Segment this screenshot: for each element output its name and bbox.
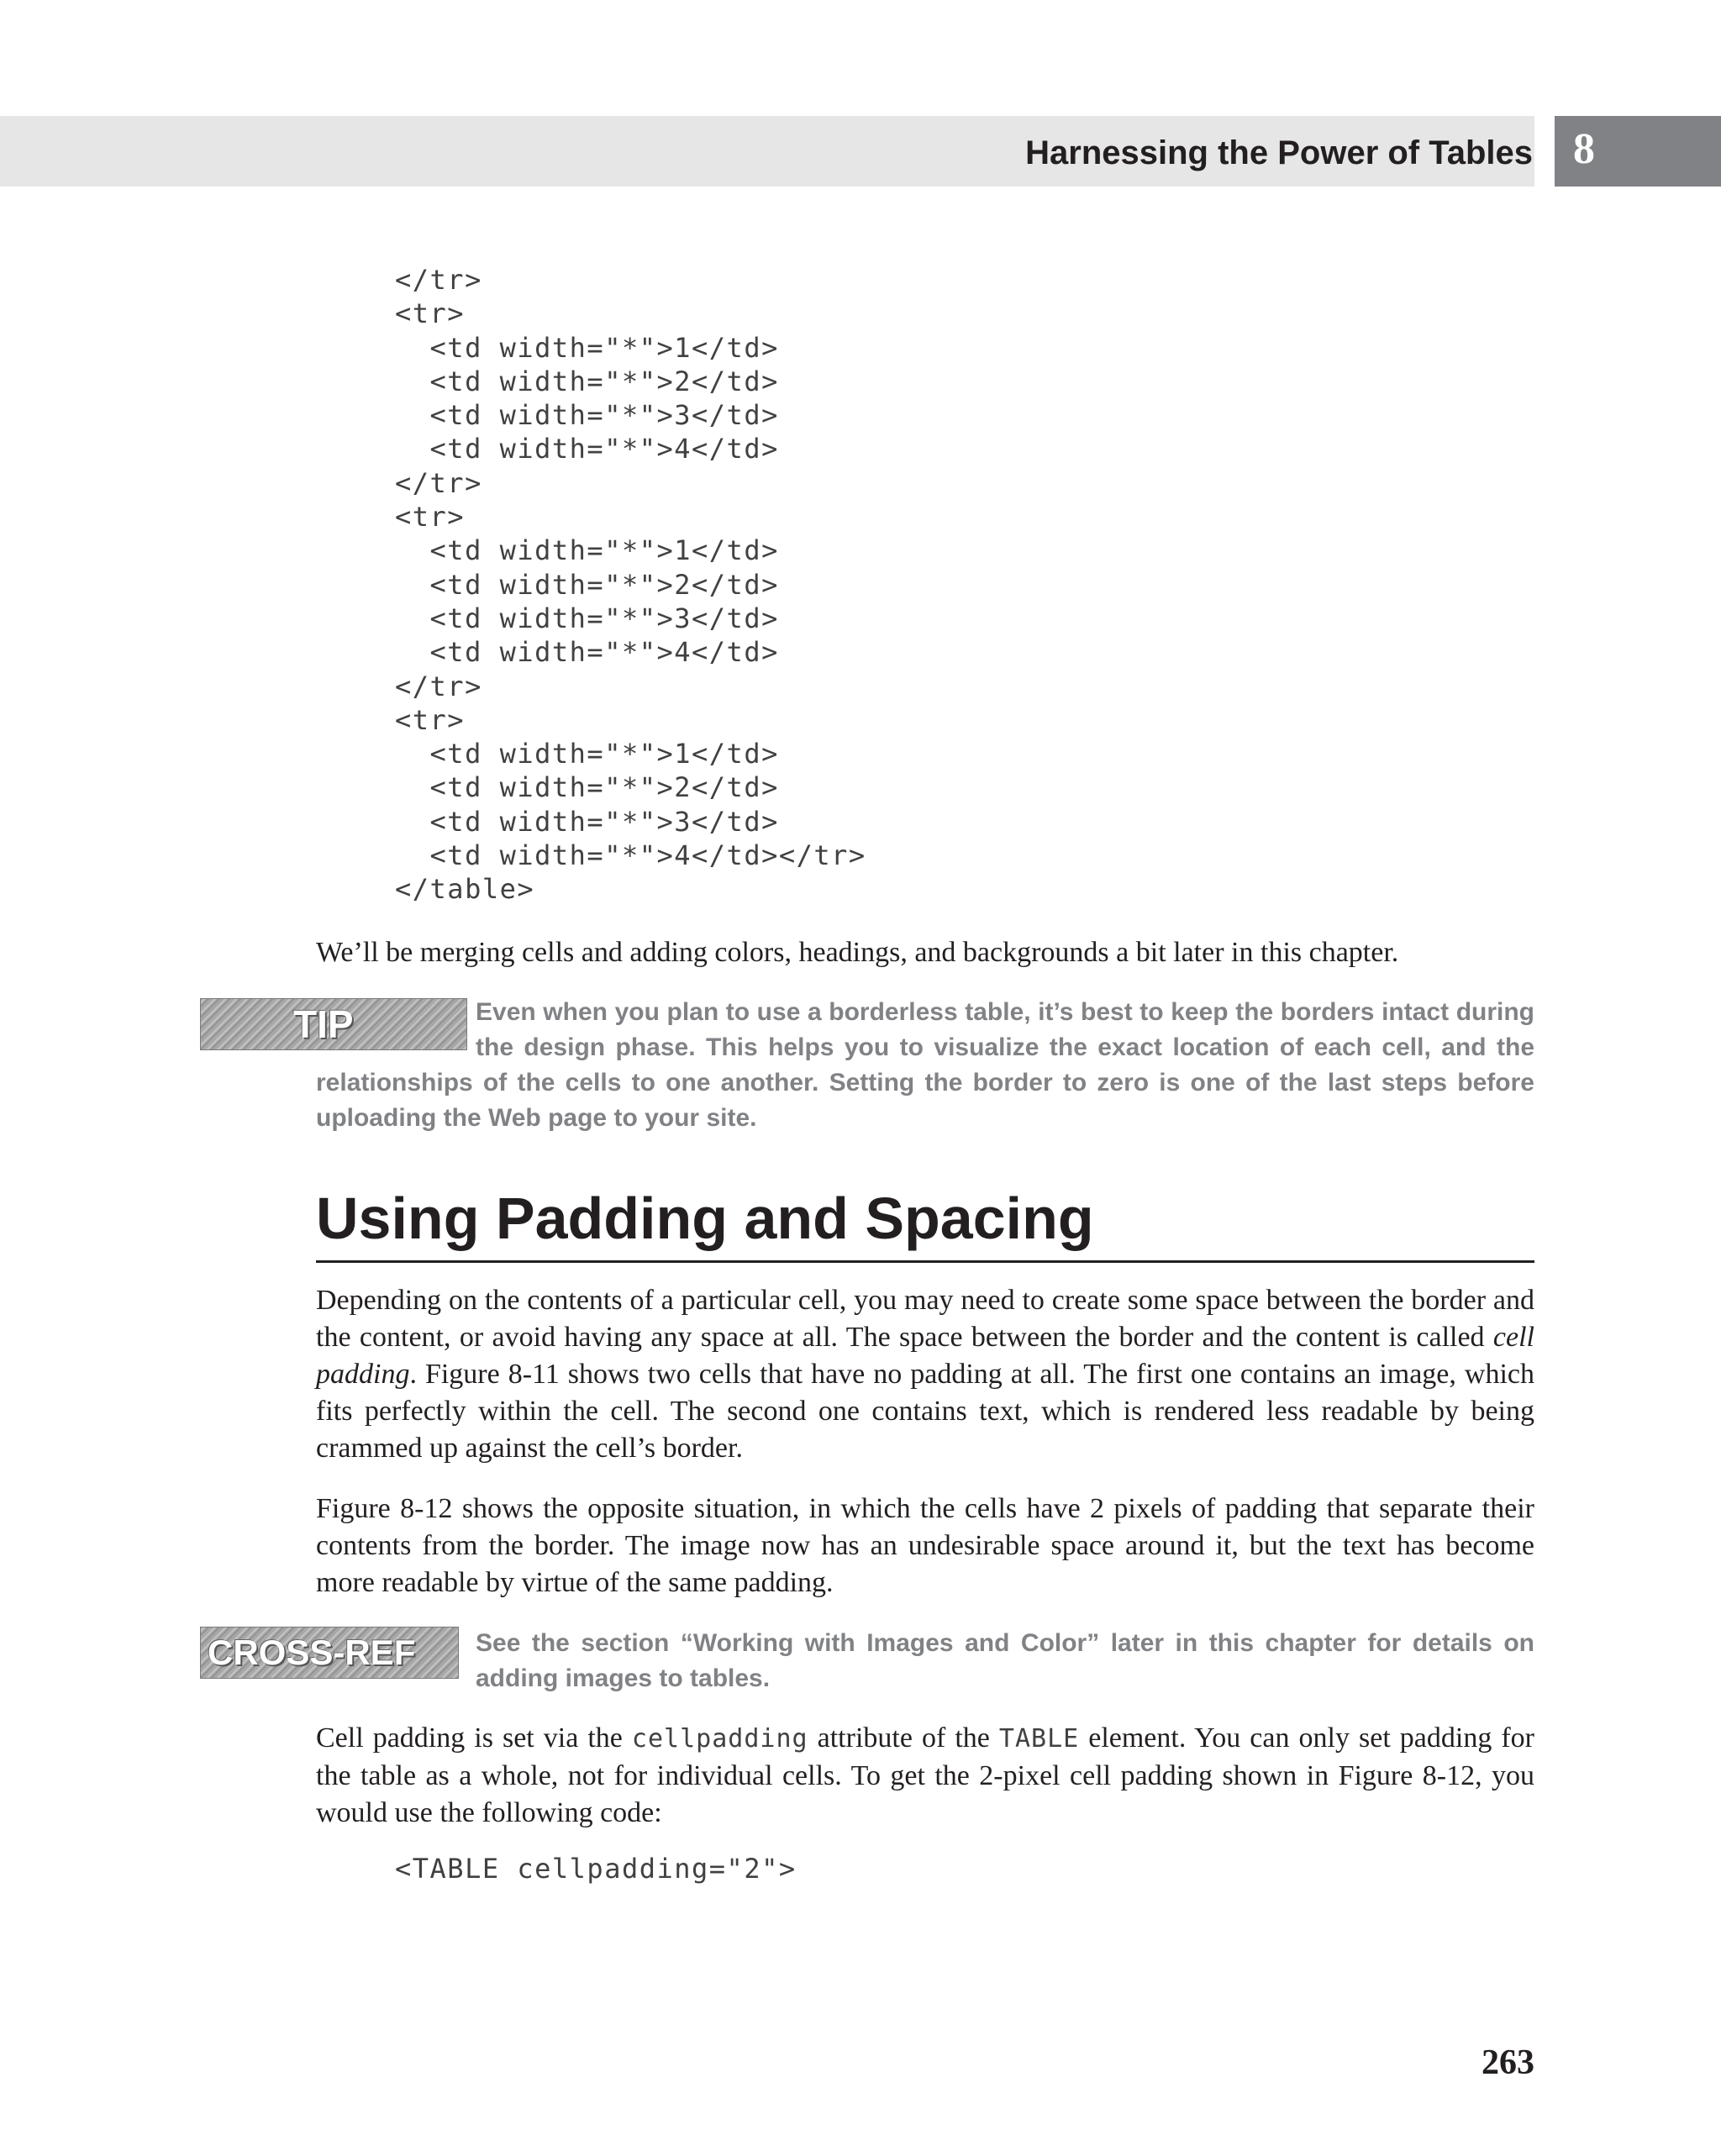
paragraph-3-part-3: element. You can only set padding for the table as a whole, not for individual cells. To get the 2-pixel cell padding shown in Figure 8-12, you would use the following code: bbox=[316, 1722, 1535, 1828]
code-cellpadding: cellpadding bbox=[631, 1724, 808, 1754]
tip-indent-spacer bbox=[316, 995, 476, 1062]
paragraph-figure-8-12: Figure 8-12 shows the opposite situation, in which the cells have 2 pixels of padding that separate their contents from the border. The image now has an undesirable space around it, but the text has become more readable by virtue of the same padding. bbox=[316, 1493, 1534, 1598]
cross-ref-indent-spacer bbox=[316, 1626, 476, 1693]
paragraph-merging-note: We’ll be merging cells and adding colors, headings, and backgrounds a bit later in this chapter. bbox=[316, 937, 1399, 968]
section-heading: Using Padding and Spacing bbox=[316, 1186, 1094, 1251]
paragraph-1-part-1: Depending on the contents of a particular cell, you may need to create some space between the border and the content, or avoid having any space at all. The space between the border and the content is called bbox=[316, 1285, 1534, 1353]
cross-ref-label-text: CROSS-REF bbox=[208, 1633, 416, 1672]
chapter-number: 8 bbox=[1573, 125, 1595, 173]
running-header-title: Harnessing the Power of Tables bbox=[1025, 134, 1533, 171]
tip-text: Even when you plan to use a borderless table, it’s best to keep the borders intact during the design phase. This helps you to visualize the exact location of each cell, and the relationships of the cells to one another. Setting the border to zero is one of the last steps before uploading the Web page to your site. bbox=[316, 998, 1534, 1132]
page-number: 263 bbox=[1482, 2043, 1534, 2082]
paragraph-1-part-2: . Figure 8-11 shows two cells that have no padding at all. The first one contains an image, which fits perfectly within the cell. The second one contains text, which is rendered less readable by being crammed up against the cell’s border. bbox=[316, 1359, 1534, 1464]
cross-ref-text: See the section “Working with Images and Color” later in this chapter for details on adding images to tables. bbox=[476, 1629, 1534, 1692]
paragraph-3-part-1: Cell padding is set via the bbox=[316, 1722, 632, 1754]
term-cell-padding: cell padding bbox=[316, 1322, 1534, 1390]
cross-ref-note bbox=[316, 1626, 1534, 1696]
code-listing-table-cellpadding: <TABLE cellpadding="2"> bbox=[395, 1853, 797, 1885]
code-table: TABLE bbox=[998, 1724, 1080, 1754]
paragraph-3-part-2: attribute of the bbox=[808, 1722, 999, 1754]
heading-rule bbox=[316, 1260, 1534, 1263]
tip-label-text: TIP bbox=[293, 1002, 354, 1046]
paragraph-cellpadding-attribute bbox=[316, 1720, 1534, 1832]
tip-note bbox=[316, 995, 1534, 1136]
code-listing-table-rows: </tr> <tr> <td width="*">1</td> <td width="*">2</td> <td width="*">3</td> <td width="*">4</td> </tr> <tr> <td width="*">1</td> <td width="*">2</td> <td width="*">3</td> <td width="*">4</td> </tr> <tr> <td width="*">1</td> <td width="*">2</td> <td width="*">3</td> <td width="*">4</td></tr> </table> bbox=[395, 264, 866, 906]
paragraph-cell-padding-intro bbox=[316, 1282, 1534, 1467]
